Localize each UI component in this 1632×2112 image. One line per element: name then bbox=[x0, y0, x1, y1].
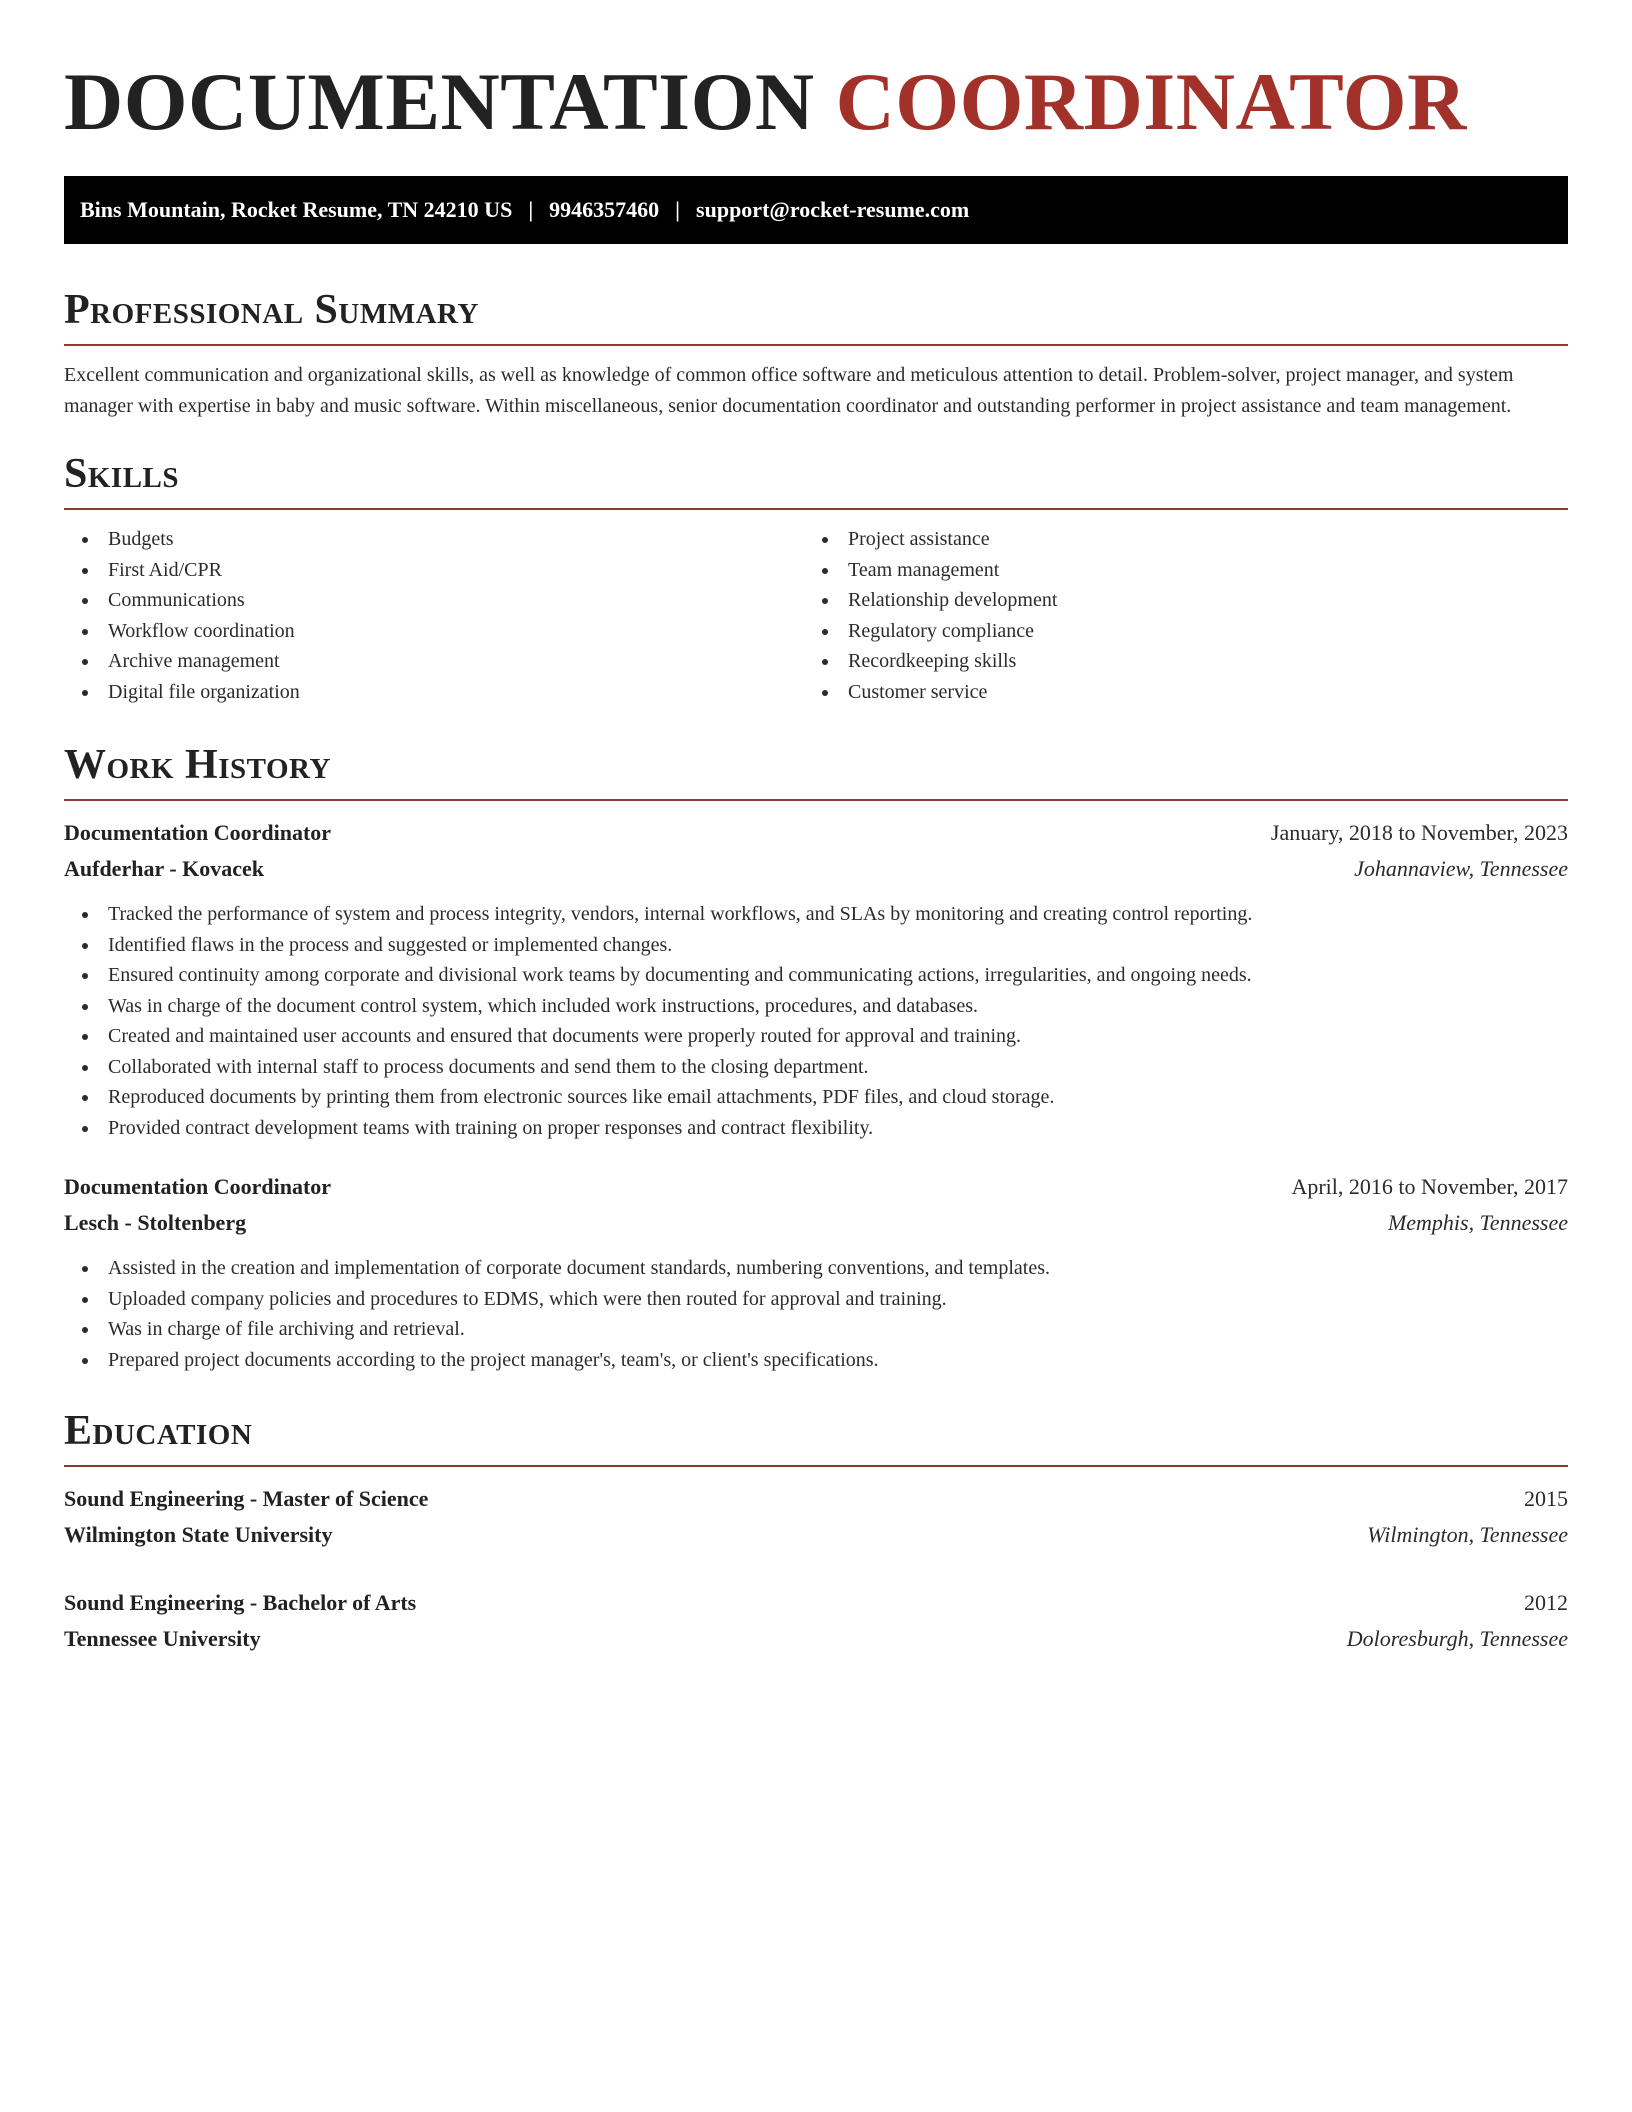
skill-item: Regulatory compliance bbox=[804, 616, 1544, 647]
school-location: Doloresburgh, Tennessee bbox=[1346, 1626, 1568, 1651]
skill-item: Budgets bbox=[64, 524, 804, 555]
job-bullet: Assisted in the creation and implementation of corporate document standards, numbering conventions, and templates. bbox=[64, 1253, 1568, 1284]
work-entry bbox=[64, 815, 1568, 1143]
skill-item: Communications bbox=[64, 585, 804, 616]
education-entry-header bbox=[64, 1585, 1568, 1621]
job-location: Johannaview, Tennessee bbox=[1354, 856, 1568, 881]
work-entry-header bbox=[64, 1169, 1568, 1205]
skills-column-right bbox=[804, 524, 1544, 707]
skill-item: Team management bbox=[804, 555, 1544, 586]
resume-page bbox=[64, 0, 1568, 1657]
school-name: Tennessee University bbox=[64, 1626, 261, 1651]
work-entry-header bbox=[64, 815, 1568, 851]
education-heading: Education bbox=[64, 1405, 1568, 1467]
company-name: Aufderhar - Kovacek bbox=[64, 856, 265, 881]
name-first: DOCUMENTATION bbox=[64, 56, 815, 147]
skill-item: Archive management bbox=[64, 646, 804, 677]
contact-address: Bins Mountain, Rocket Resume, TN 24210 US bbox=[80, 197, 513, 222]
contact-phone: 9946357460 bbox=[549, 197, 660, 222]
education-entry bbox=[64, 1585, 1568, 1657]
job-bullets bbox=[64, 899, 1568, 1143]
degree: Sound Engineering - Bachelor of Arts bbox=[64, 1590, 417, 1615]
job-bullets bbox=[64, 1253, 1568, 1375]
job-location: Memphis, Tennessee bbox=[1387, 1210, 1568, 1235]
work-history-heading: Work History bbox=[64, 739, 1568, 801]
job-bullet: Created and maintained user accounts and ensured that documents were properly routed for approval and training. bbox=[64, 1021, 1568, 1052]
work-entry-subheader bbox=[64, 851, 1568, 887]
job-bullet: Reproduced documents by printing them from electronic sources like email attachments, PDF files, and cloud storage. bbox=[64, 1082, 1568, 1113]
candidate-name bbox=[64, 0, 1568, 150]
job-bullet: Collaborated with internal staff to process documents and send them to the closing department. bbox=[64, 1052, 1568, 1083]
job-bullet: Was in charge of file archiving and retrieval. bbox=[64, 1314, 1568, 1345]
job-dates: January, 2018 to November, 2023 bbox=[1270, 820, 1568, 845]
education-entry-header bbox=[64, 1481, 1568, 1517]
skill-item: Customer service bbox=[804, 677, 1544, 708]
skills-list bbox=[64, 524, 1568, 707]
school-name: Wilmington State University bbox=[64, 1522, 333, 1547]
graduation-year: 2015 bbox=[1524, 1486, 1568, 1511]
job-bullet: Ensured continuity among corporate and divisional work teams by documenting and communicating actions, irregularities, and ongoing needs. bbox=[64, 960, 1568, 991]
name-second: COORDINATOR bbox=[835, 56, 1467, 147]
job-bullet: Tracked the performance of system and process integrity, vendors, internal workflows, and SLAs by monitoring and creating control reporting. bbox=[64, 899, 1568, 930]
work-entry-subheader bbox=[64, 1205, 1568, 1241]
education-entry-subheader bbox=[64, 1621, 1568, 1657]
contact-email[interactable]: support@rocket-resume.com bbox=[696, 197, 970, 222]
skills-heading: Skills bbox=[64, 448, 1568, 510]
skill-item: Workflow coordination bbox=[64, 616, 804, 647]
job-dates: April, 2016 to November, 2017 bbox=[1291, 1174, 1568, 1199]
job-title: Documentation Coordinator bbox=[64, 1174, 332, 1199]
degree: Sound Engineering - Master of Science bbox=[64, 1486, 429, 1511]
education-entry-subheader bbox=[64, 1517, 1568, 1553]
contact-bar bbox=[64, 176, 1568, 244]
skill-item: Digital file organization bbox=[64, 677, 804, 708]
company-name: Lesch - Stoltenberg bbox=[64, 1210, 247, 1235]
summary-heading: Professional Summary bbox=[64, 284, 1568, 346]
job-bullet: Provided contract development teams with training on proper responses and contract flexibility. bbox=[64, 1113, 1568, 1144]
work-entry bbox=[64, 1169, 1568, 1375]
skills-column-left bbox=[64, 524, 804, 707]
job-title: Documentation Coordinator bbox=[64, 820, 332, 845]
job-bullet: Prepared project documents according to the project manager's, team's, or client's specifications. bbox=[64, 1345, 1568, 1376]
skill-item: First Aid/CPR bbox=[64, 555, 804, 586]
job-bullet: Identified flaws in the process and suggested or implemented changes. bbox=[64, 930, 1568, 961]
job-bullet: Was in charge of the document control system, which included work instructions, procedures, and databases. bbox=[64, 991, 1568, 1022]
skill-item: Project assistance bbox=[804, 524, 1544, 555]
contact-separator: | bbox=[675, 197, 681, 222]
skill-item: Relationship development bbox=[804, 585, 1544, 616]
job-bullet: Uploaded company policies and procedures to EDMS, which were then routed for approval and training. bbox=[64, 1284, 1568, 1315]
graduation-year: 2012 bbox=[1524, 1590, 1568, 1615]
school-location: Wilmington, Tennessee bbox=[1367, 1522, 1568, 1547]
skill-item: Recordkeeping skills bbox=[804, 646, 1544, 677]
education-entry bbox=[64, 1481, 1568, 1553]
contact-separator: | bbox=[528, 197, 534, 222]
summary-text: Excellent communication and organizational skills, as well as knowledge of common office software and meticulous attention to detail. Problem-solver, project manager, and system manager with expertise in baby and music software. Within miscellaneous, senior documentation coordinator and outstanding performer in project assistance and team management. bbox=[64, 364, 1514, 417]
